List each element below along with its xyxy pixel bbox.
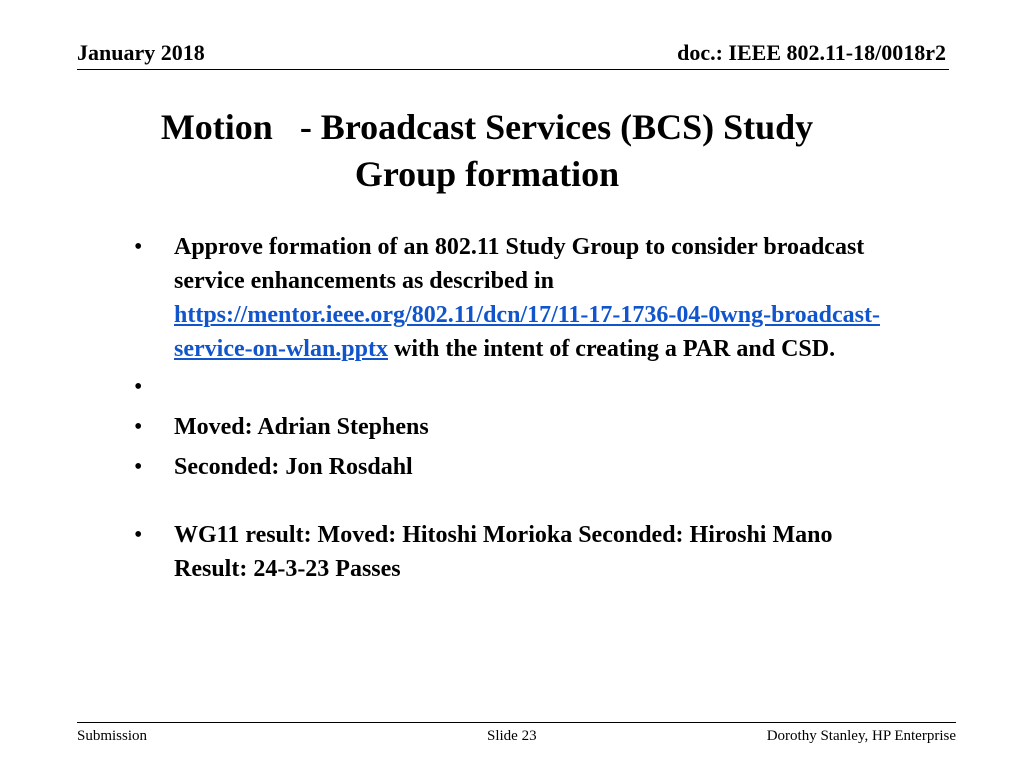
bullet-wg11-result xyxy=(130,518,910,586)
footer-author: Dorothy Stanley, HP Enterprise xyxy=(766,728,956,744)
bullet-marker: • xyxy=(134,454,143,480)
motion-text-pre: Approve formation of an 802.11 Study Group to consider broadcast service enhancements as described in xyxy=(174,234,865,294)
bullet-moved xyxy=(130,410,910,444)
bullet-seconded xyxy=(130,450,910,484)
bullet-motion-text xyxy=(130,230,910,366)
header-rule xyxy=(77,69,949,70)
footer-submission: Submission xyxy=(77,728,148,744)
header-date: January 2018 xyxy=(77,40,205,65)
seconded-text: Seconded: Jon Rosdahl xyxy=(174,454,413,480)
bullet-list xyxy=(130,230,910,586)
mentor-document-link[interactable]: https://mentor.ieee.org/802.11/dcn/17/11-17-1736-04-0wng-broadcast-service-on-wlan.pptx xyxy=(174,302,880,362)
header-doc-id: doc.: IEEE 802.11-18/0018r2 xyxy=(677,40,946,65)
slide-title-line-1: Motion - Broadcast Services (BCS) Study xyxy=(160,107,814,147)
bullet-empty xyxy=(130,370,910,404)
moved-text: Moved: Adrian Stephens xyxy=(174,414,429,440)
bullet-marker: • xyxy=(134,234,143,260)
slide-title-line-2: Group formation xyxy=(354,154,620,194)
motion-text-post: with the intent of creating a PAR and CSD. xyxy=(387,336,836,362)
wg11-result-text: WG11 result: Moved: Hitoshi Morioka Seconded: Hiroshi Mano Result: 24-3-23 Passes xyxy=(174,522,833,582)
slide-title xyxy=(0,104,974,198)
bullet-marker: • xyxy=(134,414,143,440)
bullet-marker: • xyxy=(134,374,143,400)
footer-slide-number: Slide 23 xyxy=(487,728,537,744)
bullet-marker: • xyxy=(134,522,143,548)
footer-rule xyxy=(77,722,956,723)
